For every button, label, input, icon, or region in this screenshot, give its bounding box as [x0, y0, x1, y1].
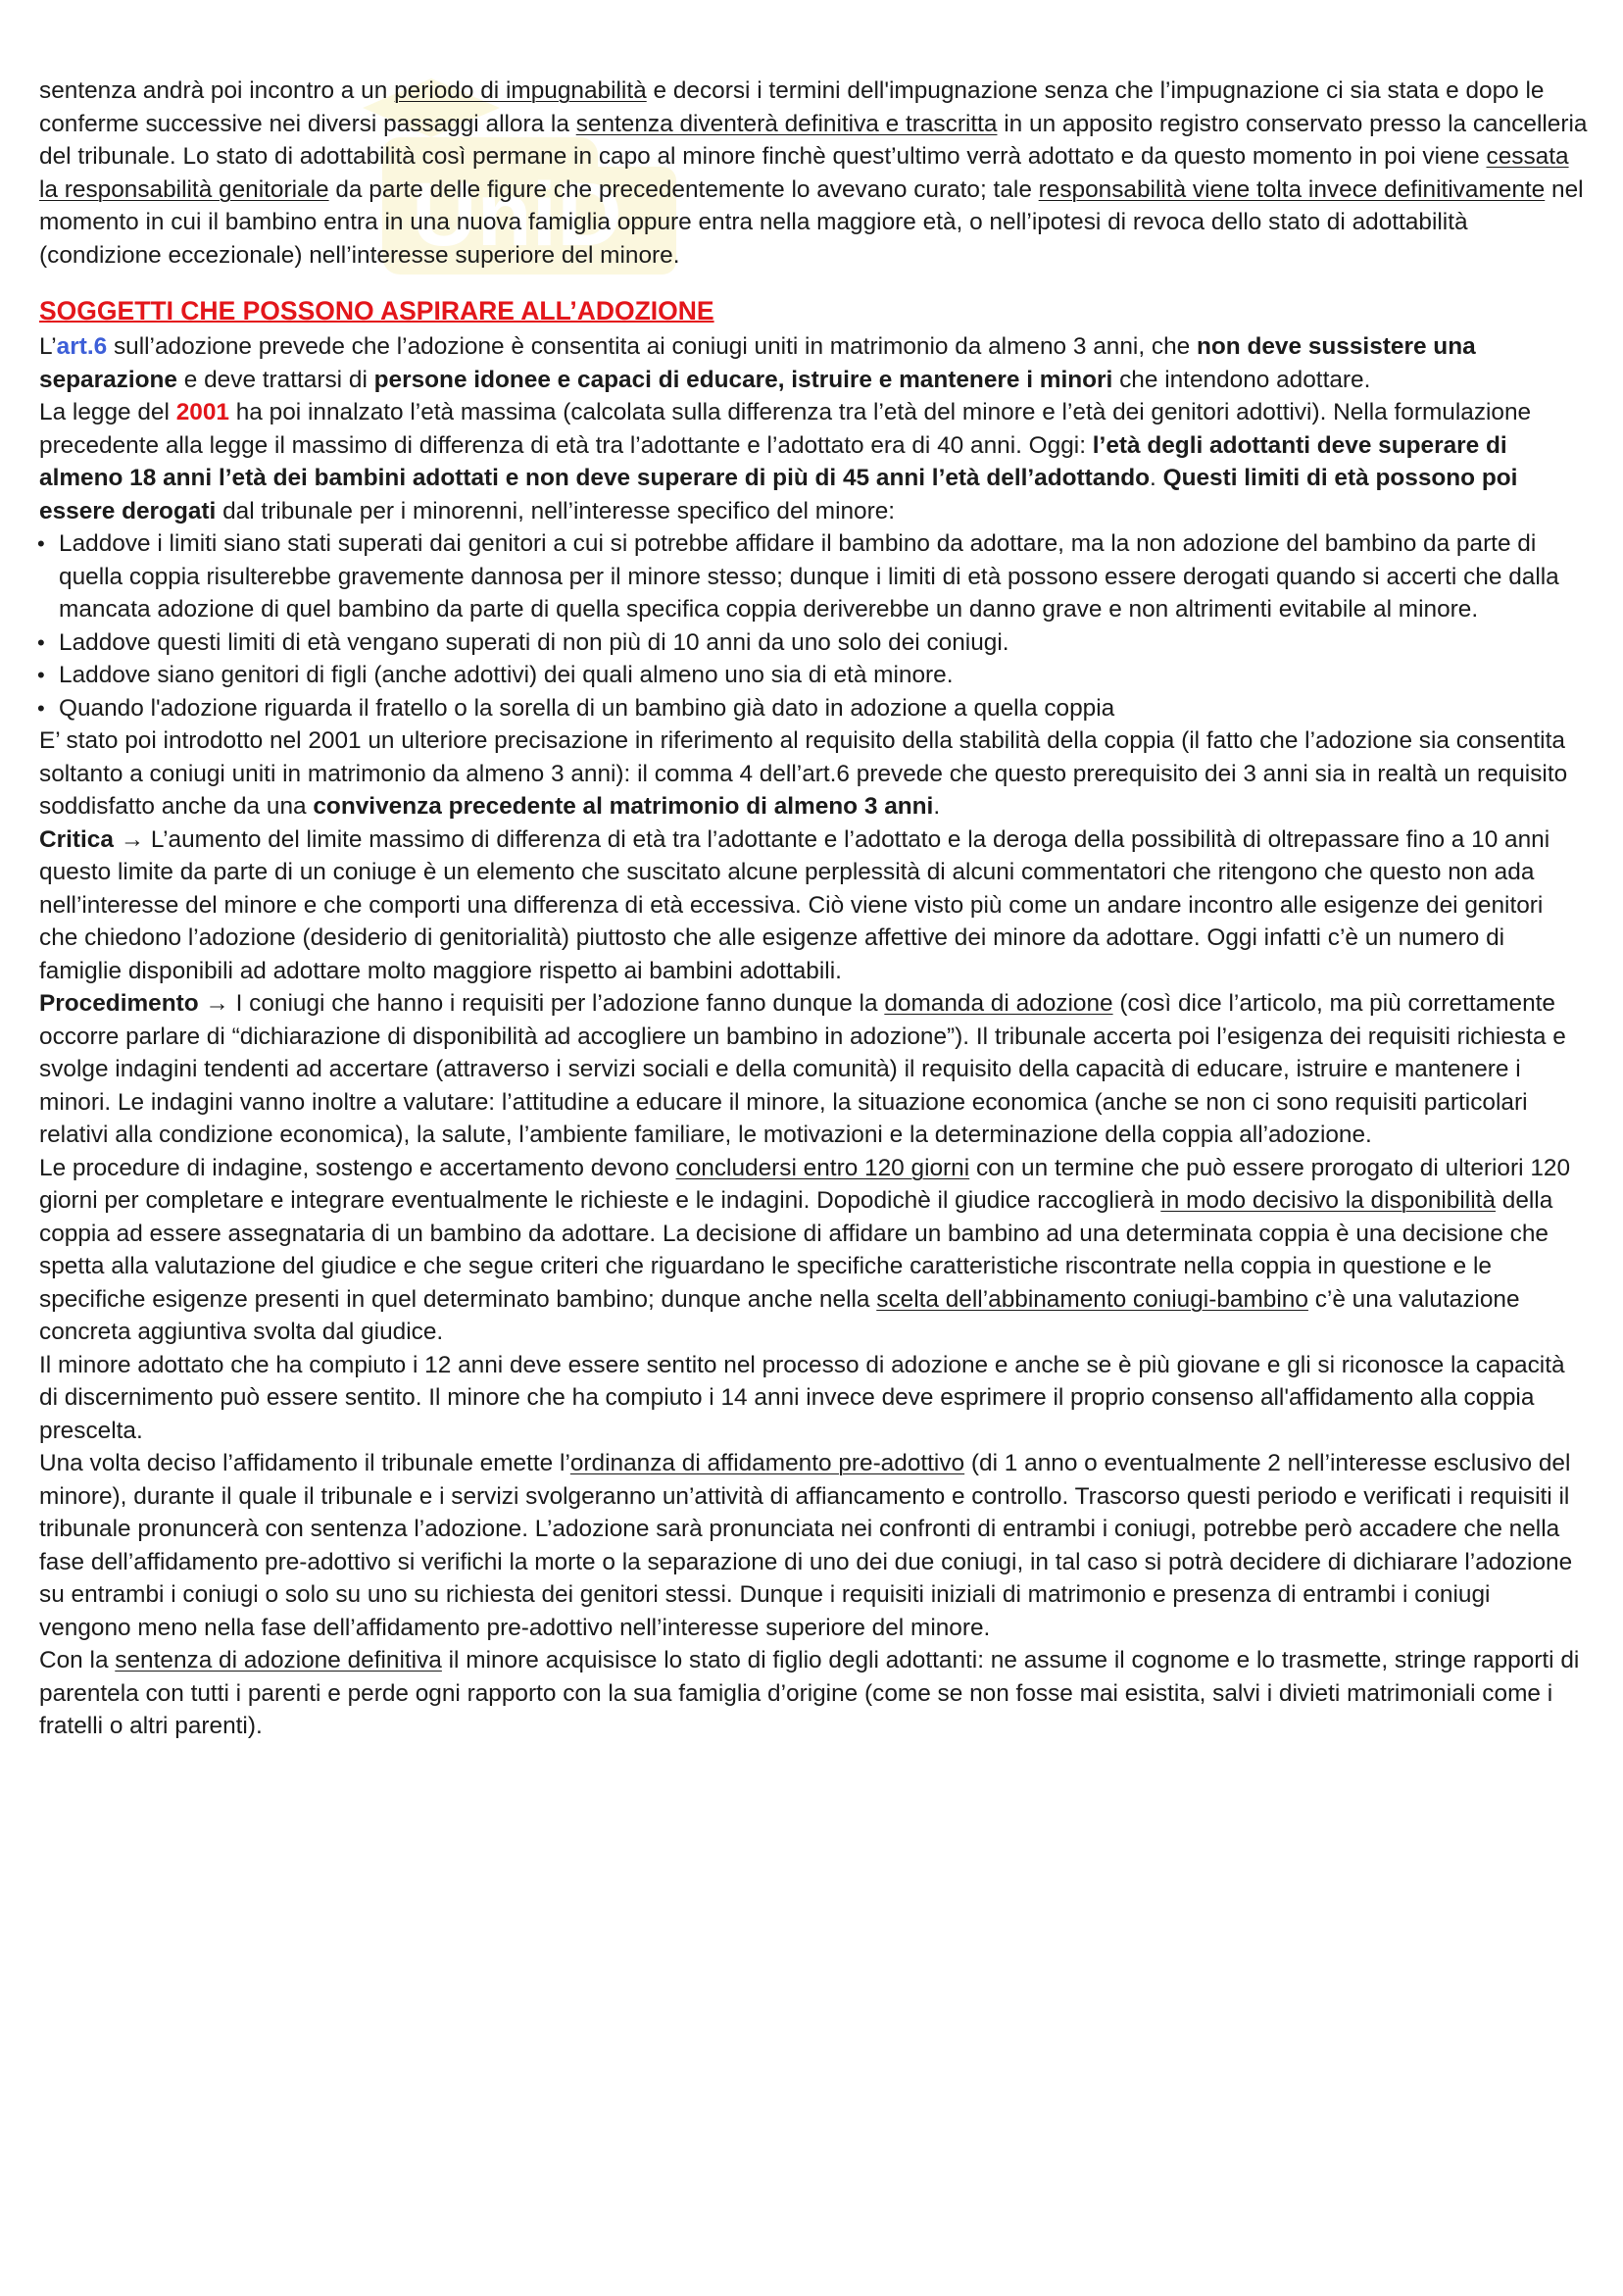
underlined-term: cessata la responsabilità genitoriale: [39, 143, 1569, 203]
year-highlight: 2001: [175, 399, 229, 425]
underlined-term: responsabilità viene tolta invece definitivamente: [1038, 175, 1546, 203]
derogation-list: [39, 527, 1588, 724]
arrow-icon: →: [113, 825, 151, 853]
underlined-term: sentenza di adozione definitiva: [115, 1647, 442, 1673]
underlined-term: scelta dell’abbinamento coniugi-bambino: [876, 1285, 1308, 1313]
underlined-term: sentenza diventerà definitiva e trascritta: [575, 110, 998, 137]
list-item: • Laddove questi limiti di età vengano superati di non più di 10 anni da uno solo dei coniugi.: [39, 626, 1588, 660]
underlined-term: in modo decisivo la disponibilità: [1160, 1187, 1496, 1214]
arrow-icon: →: [198, 990, 236, 1017]
minore-paragraph: Il minore adottato che ha compiuto i 12 anni deve essere sentito nel processo di adozione e anche se è più giovane e gli si riconosce la capacità di discernimento può essere sentito. Il minore che ha compiuto i 14 anni invece deve esprimere il proprio consenso all'affidamento alla coppia prescelta.: [39, 1351, 1565, 1444]
article-reference: art.6: [56, 333, 108, 360]
procedimento-paragraph: Procedimento → I coniugi che hanno i requisiti per l’adozione fanno dunque la domanda di adozione (così dice l’articolo, ma più correttamente occorre parlare di “dichiarazione di disponibilità ad accogliere un bambino in adozione”). Il tribunale accerta poi l’esigenza dei requisiti richiesta e svolge indagini tendenti ad accertare (attraverso i servizi sociali e della comunità) il requisito della capacità di educare, istruire e mantenere i minori. Le indagini vanno inoltre a valutare: l’attitudine a educare il minore, la situazione economica (anche se non ci sono requisiti particolari relativi alla condizione economica), la salute, l’ambiente familiare, le motivazioni e la determinazione della coppia all’adozione.: [39, 990, 1566, 1148]
critica-paragraph: Critica → L’aumento del limite massimo di differenza di età tra l’adottante e l’adottato e la deroga della possibilità di oltrepassare fino a 10 anni questo limite da parte di un coniuge è un elemento che suscitato alcune perplessità di alcuni commentatori che ritengono che questo non ada nell’interesse del minore e che comporti una differenza di età eccessiva. Ciò viene visto più come un andare incontro alle esigenze dei genitori che chiedono l’adozione (desiderio di genitorialità) piuttosto che alle esigenze affettive dei minore da adottare. Oggi infatti c’è un numero di famiglie disponibili ad adottare molto maggiore rispetto ai bambini adottabili.: [39, 825, 1550, 984]
spacer: [39, 272, 1588, 291]
law-2001-paragraph: La legge del 2001 ha poi innalzato l’età massima (calcolata sulla differenza tra l’età del minore e l’età dei genitori adottivi). Nella formulazione precedente alla legge il massimo di differenza di età tra l’adottante e l’adottato era di 40 anni. Oggi: l’età degli adottanti deve superare di almeno 18 anni l’età dei bambini adottati e non deve superare di più di 45 anni l’età dell’adottando. Questi limiti di età possono poi essere derogati dal tribunale per i minorenni, nell’interesse specifico del minore:: [39, 399, 1532, 524]
art6-paragraph: L’art.6 sull’adozione prevede che l’adozione è consentita ai coniugi uniti in matrimonio da almeno 3 anni, che non deve sussistere una separazione e deve trattarsi di persone idonee e capaci di educare, istruire e mantenere i minori che intendono adottare.: [39, 333, 1476, 393]
critica-label: Critica: [39, 825, 114, 853]
document-page: [39, 75, 1588, 1743]
logo-letters: UniD: [412, 165, 622, 265]
underlined-term: concludersi entro 120 giorni: [675, 1154, 970, 1181]
affidamento-paragraph: Una volta deciso l’affidamento il tribunale emette l’ordinanza di affidamento pre-adottivo (di 1 anno o eventualmente 2 nell’interesse esclusivo del minore), durante il quale il tribunale e i servizi svolgeranno un’attività di affiancamento e controllo. Trascorso questi periodo e verificati i requisiti il tribunale pronuncerà con sentenza l’adozione. L’adozione sarà pronunciata nei confronti di entrambi i coniugi, potrebbe però accadere che nella fase dell’affidamento pre-adottivo si verifichi la morte o la separazione di uno dei due coniugi, in tal caso si potrà decidere di dichiarare l’adozione su entrambi i coniugi o solo su uno su richiesta dei genitori stessi. Dunque i requisiti iniziali di matrimonio e presenza di entrambi i coniugi vengono meno nella fase dell’affidamento pre-adottivo nell’interesse superiore del minore.: [39, 1450, 1573, 1641]
indagine-paragraph: Le procedure di indagine, sostengo e accertamento devono concludersi entro 120 giorni con un termine che può essere prorogato di ulteriori 120 giorni per completare e integrare eventualmente le richieste e le indagini. Dopodichè il giudice raccoglierà in modo decisivo la disponibilità della coppia ad essere assegnataria di un bambino da adottare. La decisione di affidare un bambino ad una determinata coppia è una decisione che spetta alla valutazione del giudice e che segue criteri che riguardano le specifiche caratteristiche riscontrate nella coppia in questione e le specifiche esigenze presenti in quel determinato bambino; dunque anche nella scelta dell’abbinamento coniugi-bambino c’è una valutazione concreta aggiuntiva svolta dal giudice.: [39, 1154, 1571, 1345]
procedimento-label: Procedimento: [39, 990, 199, 1017]
section-heading: SOGGETTI CHE POSSONO ASPIRARE ALL’ADOZIONE: [39, 296, 714, 325]
underlined-term: periodo di impugnabilità: [394, 77, 647, 104]
intro-paragraph: sentenza andrà poi incontro a un periodo di impugnabilità e decorsi i termini dell'impugnazione senza che l’impugnazione ci sia stata e dopo le conferme successive nei diversi passaggi allora la sentenza diventerà definitiva e trascritta in un apposito registro conservato presso la cancelleria del tribunale. Lo stato di adottabilità così permane in capo al minore finchè quest’ultimo verrà adottato e da questo momento in poi viene cessata la responsabilità genitoriale da parte delle figure che precedentemente lo avevano curato; tale responsabilità viene tolta invece definitivamente nel momento in cui il bambino entra in una nuova famiglia oppure entra nella maggiore età, o nell’ipotesi di revoca dello stato di adottabilità (condizione eccezionale) nell’interesse superiore del minore.: [39, 77, 1588, 269]
list-item: • Quando l'adozione riguarda il fratello o la sorella di un bambino già dato in adozione a quella coppia: [39, 692, 1588, 725]
underlined-term: domanda di adozione: [884, 990, 1113, 1017]
underlined-term: ordinanza di affidamento pre-adottivo: [569, 1450, 965, 1476]
sentenza-paragraph: Con la sentenza di adozione definitiva il minore acquisisce lo stato di figlio degli adottanti: ne assume il cognome e lo trasmette, stringe rapporti di parentela con tutti i parenti e perde ogni rapporto con la sua famiglia d’origine (come se non fosse mai esistita, salvi i divieti matrimoniali come i fratelli o altri parenti).: [39, 1647, 1580, 1739]
comma4-paragraph: E’ stato poi introdotto nel 2001 un ulteriore precisazione in riferimento al requisito della stabilità della coppia (il fatto che l’adozione sia consentita soltanto a coniugi uniti in matrimonio da almeno 3 anni): il comma 4 dell’art.6 prevede che questo prerequisito dei 3 anni sia in realtà un requisito soddisfatto anche da una convivenza precedente al matrimonio di almeno 3 anni.: [39, 727, 1568, 820]
list-item: • Laddove i limiti siano stati superati dai genitori a cui si potrebbe affidare il bambino da adottare, ma la non adozione del bambino da parte di quella coppia risulterebbe gravemente dannosa per il minore stesso; dunque i limiti di età possono essere derogati quando si accerti che dalla mancata adozione di quel bambino da parte di quella specifica coppia deriverebbe un danno grave e non altrimenti evitabile al minore.: [39, 527, 1588, 626]
list-item: • Laddove siano genitori di figli (anche adottivi) dei quali almeno uno sia di età minore.: [39, 659, 1588, 692]
